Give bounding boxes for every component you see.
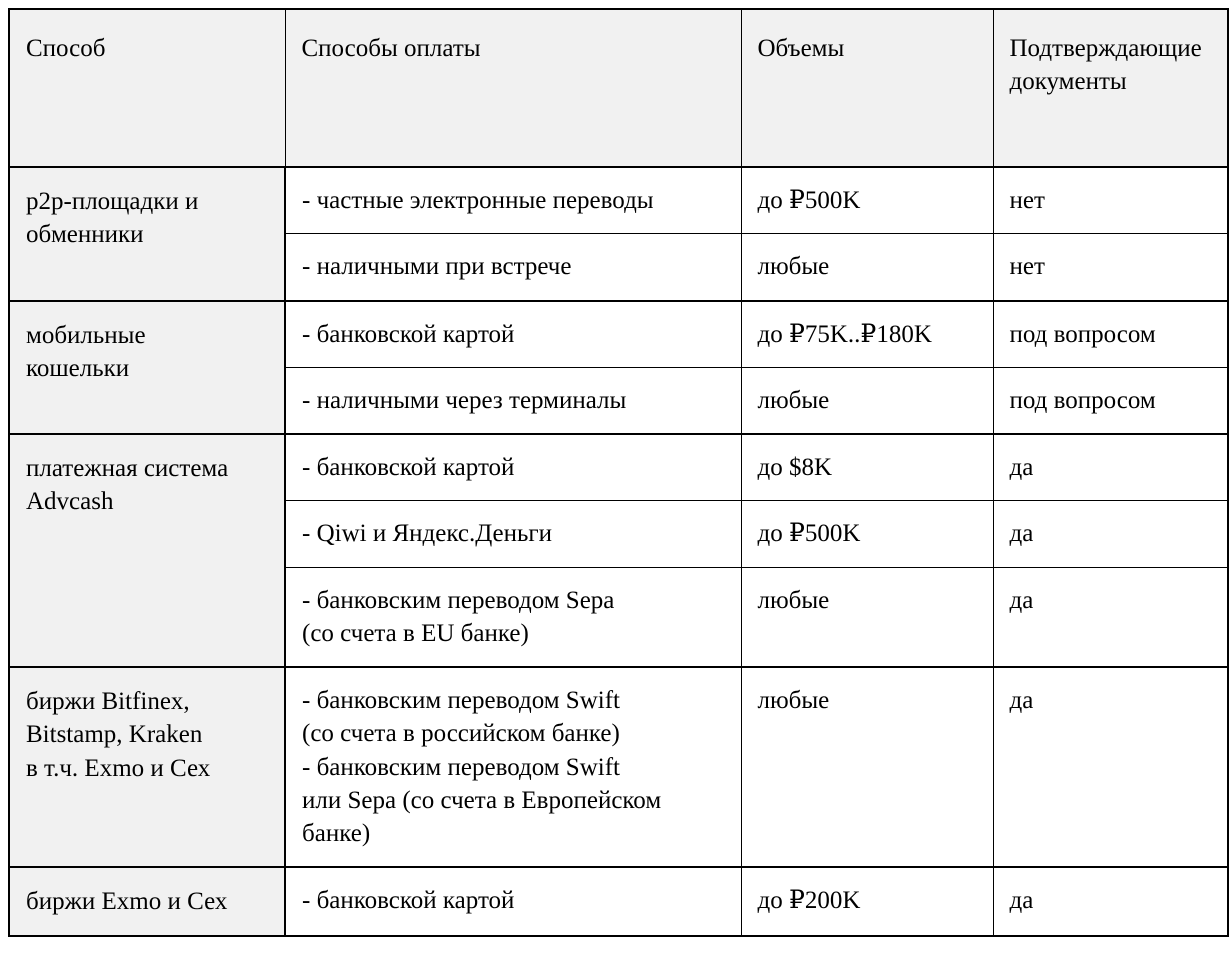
cell-volume: до ₽75K..₽180K xyxy=(741,301,993,368)
cell-payment-ways: - банковской картой xyxy=(285,867,741,935)
cell-documents: нет xyxy=(993,234,1228,301)
cell-volume: любые xyxy=(741,367,993,434)
cell-payment-ways: - частные электронные переводы xyxy=(285,167,741,234)
cell-volume: до ₽500K xyxy=(741,501,993,567)
column-header-volumes: Объемы xyxy=(741,9,993,167)
cell-payment-ways: - банковским переводом Sepa (со счета в EU банке) xyxy=(285,567,741,667)
cell-payment-ways: - наличными при встрече xyxy=(285,234,741,301)
cell-documents: да xyxy=(993,567,1228,667)
cell-volume: до $8K xyxy=(741,434,993,501)
table-body xyxy=(9,167,1228,936)
table-row xyxy=(9,434,1228,501)
cell-payment-ways: - наличными через терминалы xyxy=(285,367,741,434)
cell-volume: любые xyxy=(741,667,993,867)
cell-volume: любые xyxy=(741,234,993,301)
table-row xyxy=(9,167,1228,234)
column-header-method: Способ xyxy=(9,9,285,167)
cell-documents: да xyxy=(993,501,1228,567)
cell-payment-ways: - банковским переводом Swift (со счета в российском банке) - банковским переводом Swift или Sepa (со счета в Европейском банке) xyxy=(285,667,741,867)
cell-documents: да xyxy=(993,434,1228,501)
cell-volume: любые xyxy=(741,567,993,667)
cell-documents: да xyxy=(993,867,1228,935)
cell-method: платежная система Advcash xyxy=(9,434,285,667)
cell-payment-ways: - банковской картой xyxy=(285,434,741,501)
cell-method: биржи Bitfinex, Bitstamp, Kraken в т.ч. Exmo и Сех xyxy=(9,667,285,867)
cell-documents: да xyxy=(993,667,1228,867)
cell-documents: под вопросом xyxy=(993,367,1228,434)
cell-method: p2p-площадки и обменники xyxy=(9,167,285,301)
column-header-docs: Подтверждающие документы xyxy=(993,9,1228,167)
column-header-ways: Способы оплаты xyxy=(285,9,741,167)
cell-documents: нет xyxy=(993,167,1228,234)
table-row xyxy=(9,667,1228,867)
cell-volume: до ₽500K xyxy=(741,167,993,234)
cell-method: биржи Exmo и Сех xyxy=(9,867,285,935)
header-row xyxy=(9,9,1228,167)
table-row xyxy=(9,301,1228,368)
cell-documents: под вопросом xyxy=(993,301,1228,368)
cell-payment-ways: - банковской картой xyxy=(285,301,741,368)
payment-methods-table xyxy=(8,8,1229,937)
table-row xyxy=(9,867,1228,935)
table-header xyxy=(9,9,1228,167)
cell-method: мобильные кошельки xyxy=(9,301,285,435)
cell-volume: до ₽200K xyxy=(741,867,993,935)
cell-payment-ways: - Qiwi и Яндекс.Деньги xyxy=(285,501,741,567)
